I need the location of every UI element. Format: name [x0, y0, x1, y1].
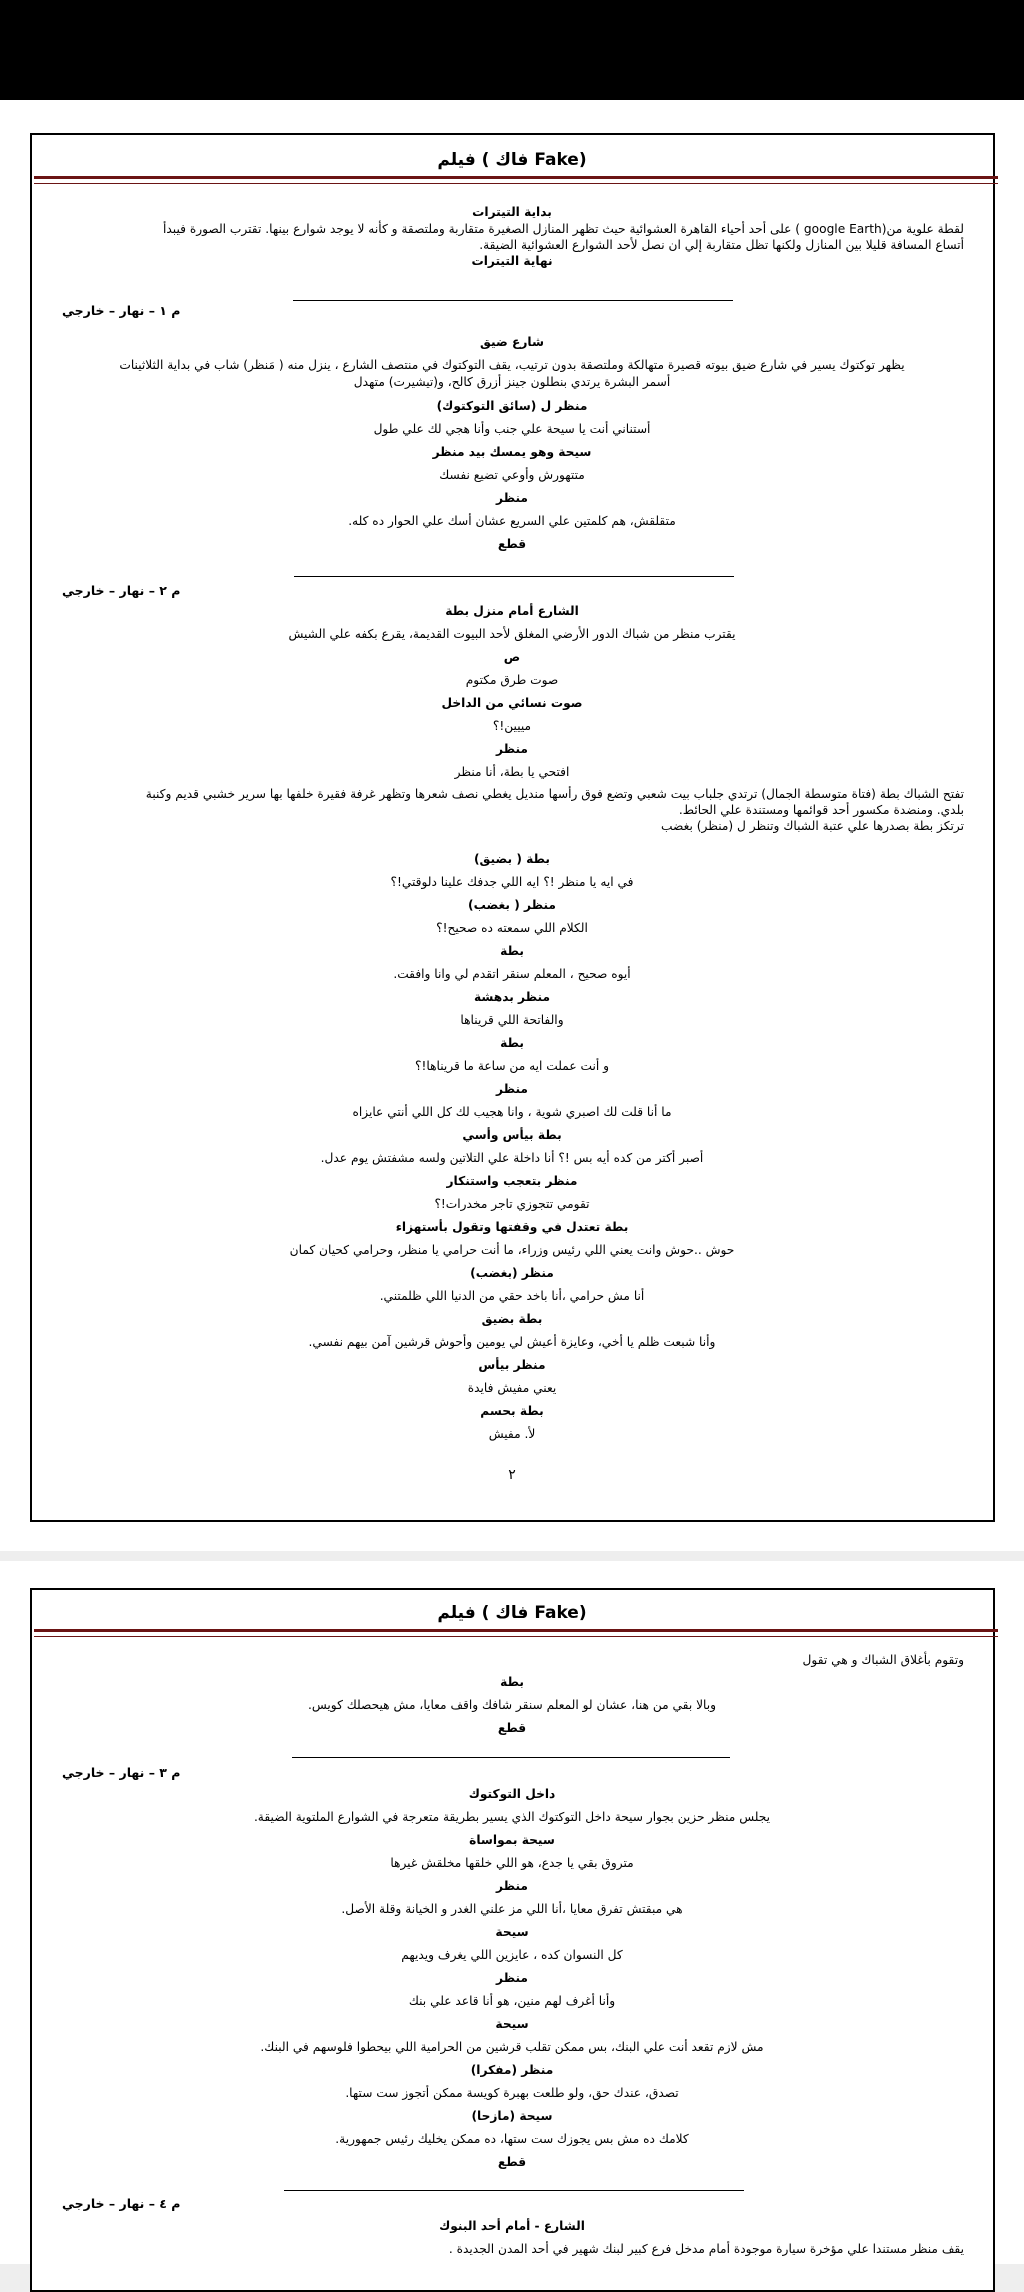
page-title: فيلم ( فاك Fake) — [437, 150, 587, 170]
script-heading: سيحة — [495, 1925, 529, 1939]
script-heading: قطع — [497, 2155, 527, 2169]
scene-separator — [293, 300, 733, 301]
script-heading: سيحة (مازحا) — [471, 2109, 553, 2123]
script-line: أتساع المسافة قليلا بين المنازل ولكنها تظل متقاربة إلي ان نصل لأحد الشوارع العشوائية الضيقة. — [479, 238, 964, 252]
scene-heading: م ٢ – نهار – خارجي — [62, 583, 181, 598]
script-heading: منظر — [496, 1971, 528, 1985]
script-line: كلامك ده مش بس يجوزك ست ستها، ده ممكن يخليك رئيس جمهورية. — [335, 2132, 689, 2146]
script-line: ما أنا قلت لك اصبري شوية ، وانا هجيب لك كل اللي أنتي عايزاه — [352, 1105, 672, 1119]
scene-separator — [292, 1757, 730, 1758]
script-line: أنا مش حرامي ،أنا باخد حقي من الدنيا اللي ظلمتني. — [379, 1289, 645, 1303]
script-line: لقطة علوية من(google Earth ) على أحد أحياء القاهرة العشوائية حيث تظهر المنازل الصغيرة متقاربة وملتصقة و كأنه لا يوجد شوارع بينها. تقترب الصورة فيبدأ — [162, 222, 964, 236]
script-line: مييين!؟ — [492, 719, 532, 733]
script-line: صوت طرق مكتوم — [465, 673, 559, 687]
script-line: حوش ..حوش وانت يعني اللي رئيس وزراء، ما أنت حرامي يا منظر، وحرامي كحيان كمان — [289, 1243, 735, 1257]
script-line: متتهورش وأوعي تضيع نفسك — [439, 468, 585, 482]
script-line: يجلس منظر حزين بجوار سيحة داخل التوكتوك الذي يسير بطريقة متعرجة في الشوارع الملتوية الضيقة. — [253, 1810, 771, 1824]
script-heading: بطة ( بضيق) — [473, 852, 550, 866]
script-heading: بطة بضيق — [481, 1312, 543, 1326]
script-heading: داخل التوكتوك — [468, 1787, 556, 1801]
page-frame — [30, 1588, 995, 2292]
script-line: مش لازم تقعد أنت علي البنك، بس ممكن تقلب قرشين من الحرامية اللي بيحطوا فلوسهم في البنك. — [260, 2040, 764, 2054]
page-number: ٢ — [508, 1467, 516, 1483]
scene-separator — [284, 2190, 744, 2191]
script-heading: سيحة وهو يمسك بيد منظر — [432, 445, 592, 459]
script-heading: منظر بتعجب واستنكار — [446, 1174, 578, 1188]
script-line: بلدي. ومنضدة مكسور أحد قوائمها ومستندة علي الحائط. — [678, 803, 964, 817]
script-heading: بطة بيأس وأسي — [462, 1128, 562, 1142]
script-line: يعني مفيش فايدة — [467, 1381, 557, 1395]
script-heading: سيحة — [495, 2017, 529, 2031]
script-heading: منظر — [496, 1082, 528, 1096]
title-rule — [34, 1629, 998, 1637]
script-heading: قطع — [497, 1721, 527, 1735]
script-line: لأ. مفيش — [488, 1427, 536, 1441]
script-heading: الشارع - أمام أحد البنوك — [439, 2219, 585, 2233]
script-heading: الشارع أمام منزل بطة — [445, 604, 579, 618]
script-line: وأنا شبعت ظلم يا أخي، وعايزة أعيش لي يومين وأحوش قرشين آمن بيهم نفسي. — [308, 1335, 716, 1349]
script-heading: نهاية التيترات — [471, 254, 553, 268]
script-line: تفتح الشباك بطة (فتاة متوسطة الجمال) ترتدي جلباب بيت شعبي وتضع فوق رأسها منديل يغطي نصف شعرها وتظهر غرفة فقيرة خلفها بها سرير خشبي قديم وكنبة — [145, 787, 964, 801]
script-heading: بطة تعتدل في وقفتها وتقول بأستهزاء — [395, 1220, 629, 1234]
script-heading: بداية التيترات — [472, 205, 552, 219]
script-heading: منظر — [496, 491, 528, 505]
script-heading: صوت نسائي من الداخل — [441, 696, 583, 710]
script-line: أستناني أنت يا سيحة علي جنب وأنا هجي لك علي طول — [373, 422, 651, 436]
script-heading: منظر — [496, 742, 528, 756]
script-line: يقف منظر مستندا علي مؤخرة سيارة موجودة أمام مدخل فرع كبير لبنك شهير في أحد المدن الجديدة . — [448, 2242, 964, 2256]
script-line: وأنا أغرف لهم منين، هو أنا قاعد علي بنك — [408, 1994, 616, 2008]
scene-separator — [294, 576, 734, 577]
script-heading: سيحة بمواساة — [469, 1833, 555, 1847]
script-heading: منظر بيأس — [478, 1358, 546, 1372]
scene-heading: م ٣ – نهار – خارجي — [62, 1765, 181, 1780]
script-heading: منظر ل (سائق التوكتوك) — [436, 399, 588, 413]
script-line: أسمر البشرة يرتدي بنطلون جينز أزرق كالح، و(تيشيرت) متهدل — [353, 375, 671, 389]
script-line: في ايه يا منظر !؟ ايه اللي جدفك علينا دلوقتي!؟ — [390, 875, 634, 889]
script-heading: منظر (مفكرا) — [470, 2063, 554, 2077]
script-line: تقومي تتجوزي تاجر مخدرات!؟ — [434, 1197, 590, 1211]
scene-heading: م ١ – نهار – خارجي — [62, 303, 181, 318]
script-line: و أنت عملت ايه من ساعة ما قريناها!؟ — [415, 1059, 609, 1073]
script-line: والفاتحة اللي قريناها — [460, 1013, 564, 1027]
script-heading: منظر ( بغضب) — [468, 898, 556, 912]
script-heading: منظر بدهشة — [473, 990, 551, 1004]
script-line: افتحي يا بطة، أنا منظر — [454, 765, 570, 779]
script-heading: بطة — [500, 944, 524, 958]
script-line: كل النسوان كده ، عايزين اللي يغرف ويديهم — [401, 1948, 623, 1962]
script-heading: بطة — [500, 1675, 524, 1689]
script-line: ترتكز بطة بصدرها علي عتبة الشباك وتنظر ل (منظر) بغضب — [661, 819, 964, 833]
title-rule — [34, 176, 998, 184]
script-line: الكلام اللي سمعته ده صحيح!؟ — [436, 921, 588, 935]
script-line: متقلقش، هم كلمتين علي السريع عشان أسك علي الحوار ده كله. — [348, 514, 676, 528]
script-line: يقترب منظر من شباك الدور الأرضي المغلق لأحد البيوت القديمة، يقرع بكفه علي الشيش — [288, 627, 736, 641]
script-heading: بطة — [500, 1036, 524, 1050]
script-line: أصبر أكتر من كده أيه بس !؟ أنا داخلة علي التلاتين ولسه مشفتش يوم عدل. — [320, 1151, 704, 1165]
script-line: يظهر توكتوك يسير في شارع ضيق بيوته قصيرة متهالكة وملتصقة بدون ترتيب، يقف التوكتوك في منتصف الشارع ، ينزل منه ( مَنظر) شاب في بداية الثلاثينات — [119, 358, 905, 372]
script-line: أيوه صحيح ، المعلم سنقر اتقدم لي وانا وافقت. — [393, 967, 631, 981]
script-heading: قطع — [497, 537, 527, 551]
top-black-bar — [0, 0, 1024, 100]
script-heading: بطة بحسم — [480, 1404, 544, 1418]
scene-heading: م ٤ – نهار – خارجي — [62, 2196, 181, 2211]
script-line: وبالا بقي من هنا، عشان لو المعلم سنقر شافك واقف معايا، مش هيحصلك كويس. — [307, 1698, 717, 1712]
script-heading: ص — [503, 650, 521, 664]
script-line: هي مبقتش تفرق معايا ،أنا اللي مز علني الغدر و الخيانة وقلة الأصل. — [341, 1902, 683, 1916]
script-heading: شارع ضيق — [480, 335, 544, 349]
script-heading: منظر — [496, 1879, 528, 1893]
script-heading: منظر (بغضب) — [470, 1266, 554, 1280]
script-line: تصدق، عندك حق، ولو طلعت بهبرة كويسة ممكن أتجوز ست ستها. — [345, 2086, 679, 2100]
script-line: متروق بقي يا جدع، هو اللي خلقها مخلقش غيرها — [390, 1856, 634, 1870]
script-line: وتقوم بأغلاق الشباك و هي تقول — [802, 1653, 964, 1667]
page-title: فيلم ( فاك Fake) — [437, 1603, 587, 1623]
